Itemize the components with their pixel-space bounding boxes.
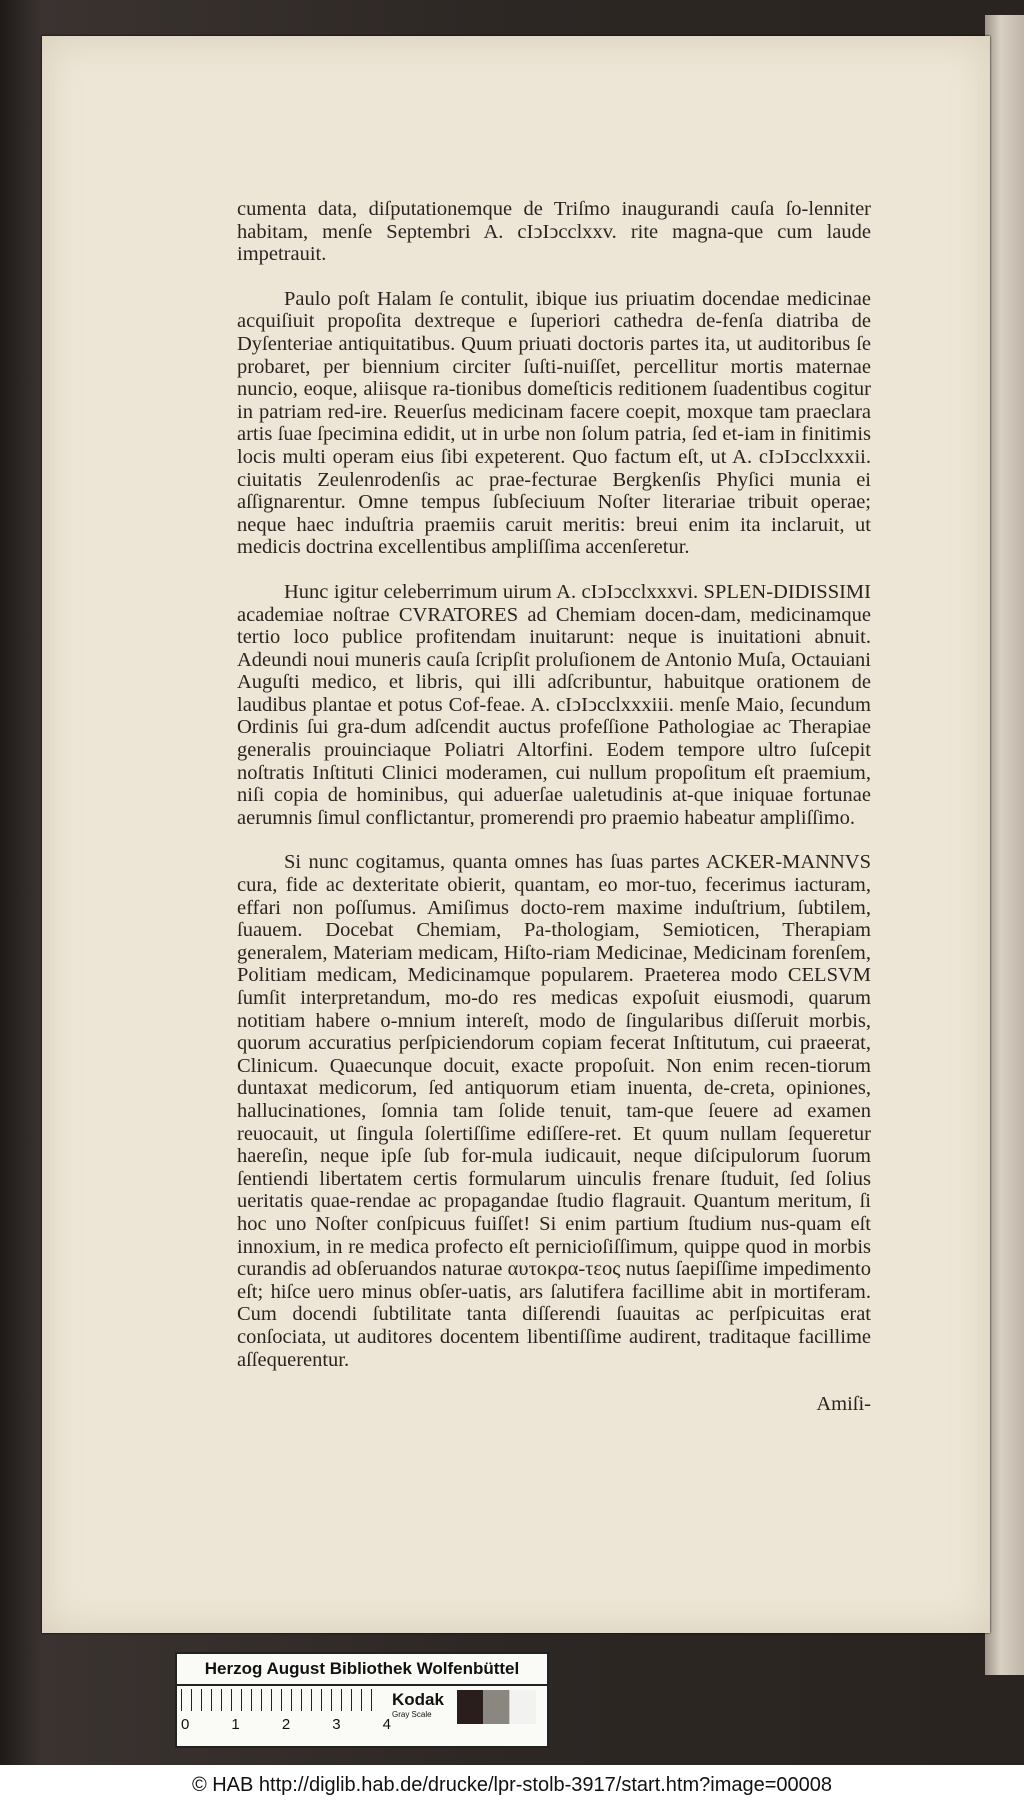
ruler-number: 4 [382,1716,391,1733]
color-target [175,1652,549,1748]
ruler-numbers [181,1716,391,1733]
ruler-number: 0 [181,1716,190,1733]
catchword: Amiſi- [816,1393,871,1416]
gray-swatch-light [509,1690,536,1724]
next-page-edge [985,15,1024,1675]
gray-swatch-mid [483,1690,509,1724]
ruler-number: 1 [231,1716,240,1733]
paragraph: Paulo poſt Halam ſe contulit, ibique ius priuatim docendae medicinae acquiſiuit propoſita dextreque e ſuperiori cathedra de-fenſa diatriba de Dyſenteriae antiquitatibus. Quum priuati doctoris partes ita, ut auditoribus ſe probaret, per biennium circiter ſuſti-nuiſſet, percellitur mortis maternae nuncio, eoque, aliisque ra-tionibus domeſticis reditionem ſuadentibus cogitur in patriam red-ire. Reuerſus medicinam facere coepit, moxque tam praeclara artis ſuae ſpecimina edidit, ut in urbe non ſolum patria, ſed et-iam in finitimis locis multi operam eius ſibi expeterent. Quo factum eſt, ut A. cIↄIↄcclxxxii. ciuitatis Zeulenrodenſis ac prae-fecturae Bergkenſis Phyſici munia ei aſſignarentur. Omne tempus ſubſeciuum Noſter literariae tribuit operae; neque haec induſtria praemiis caruit meritis: breui enim ita inclaruit, ut medicis doctrina excellentibus ampliſſima accenſeretur. [237,287,871,559]
document-body [237,198,871,1416]
ruler-number: 2 [281,1716,291,1733]
ruler-number: 3 [332,1716,341,1733]
paragraph: Si nunc cogitamus, quanta omnes has ſuas partes ACKER-MANNVS cura, fide ac dexteritate obierit, quantam, eo mor-tuo, fecerimus iacturam, effari non poſſumus. Amiſimus docto-rem maxime induſtrium, ſubtilem, ſuauem. Docebat Chemiam, Pa-thologiam, Semioticen, Therapiam generalem, Materiam medicam, Hiſto-riam Medicinae, Medicinam forenſem, Politiam medicam, Medicinamque popularem. Praeterea modo CELSVM ſumſit interpretandum, mo-do res medicas expoſuit eiusmodi, quarum notitiam habere o-mnium intereſt, modo de ſingularibus diſſeruit morbis, quorum accuratius perſpiciendorum copiam fecerat Inſtitutum, cui praeerat, Clinicum. Quaecunque docuit, exacte propoſuit. Non enim recen-tiorum duntaxat medicorum, ſed antiquorum etiam inuenta, de-creta, opiniones, hallucinationes, ſomnia tam ſolide tenuit, tam-que ſeuere ad examen reuocauit, ut ſingula ſolertiſſime ediſſere-ret. Et quum nullam ſequeretur haereſin, neque ipſe ſub for-mula iudicauit, neque diſcipulorum ſuorum ſentiendi libertatem certis formularum uinculis frenare ſtuduit, ſed ſolius ueritatis quae-rendae ac propagandae ſtudio flagrauit. Quantum meritum, ſi hoc uno Noſter conſpicuus fuiſſet! Si enim partium ſtudium nus-quam eſt innoxium, in re medica profecto eſt pernicioſiſſimum, quippe quod in morbis curandis ad obſeruandos naturae αυτοκρα-τεος nutus ſaepiſſime impedimento eſt; hiſce uero minus obſer-uatis, ars ſalutifera facillime abit in mortiferam. Cum docendi ſubtilitate tanta diſſerendi ſuauitas ac perſpicuitas erat conſociata, ut auditores docentem libentiſſime audirent, traditaque facillime aſſequerentur. [237,851,871,1371]
gray-swatch-dark [457,1690,483,1724]
copyright-footer: © HAB http://diglib.hab.de/drucke/lpr-stolb-3917/start.htm?image=00008 [0,1765,1024,1805]
paragraph: Hunc igitur celeberrimum uirum A. cIↄIↄcclxxxvi. SPLEN-DIDISSIMI academiae noſtrae CVRATORES ad Chemiam docen-dam, medicinamque tertio loco publice profitendam inuitarunt: neque is inuitationi abnuit. Adeundi noui muneris cauſa ſcripſit proluſionem de Antonio Muſa, Octauiani Auguſti medico, et libris, qui illi adſcribuntur, habuitque orationem de laudibus plantae et potus Cof-feae. A. cIↄIↄcclxxxiii. menſe Maio, ſecundum Ordinis ſui gra-dum adſcendit auctus profeſſione Pathologiae ac Therapiae generalis prouinciaque Poliatri Altorfini. Eodem tempore ultro ſuſcepit noſtratis Inſtituti Clinici moderamen, cui nullum propoſitum eſt praemium, niſi copia de hominibus, qui aduerſae ualetudinis at-que iniquae fortunae aerumnis ſimul conflictantur, promerendi pro praemio habeatur ampliſſimo. [237,580,871,829]
ruler-scale [181,1689,377,1711]
library-name: Herzog August Bibliothek Wolfenbüttel [177,1654,547,1686]
paragraph: cumenta data, diſputationemque de Triſmo inaugurandi cauſa ſo-lenniter habitam, menſe Septembri A. cIↄIↄcclxxv. rite magna-que cum laude impetrauit. [237,198,871,266]
kodak-logo: Kodak [392,1690,444,1709]
gray-scale-label: Gray Scale [392,1710,432,1719]
